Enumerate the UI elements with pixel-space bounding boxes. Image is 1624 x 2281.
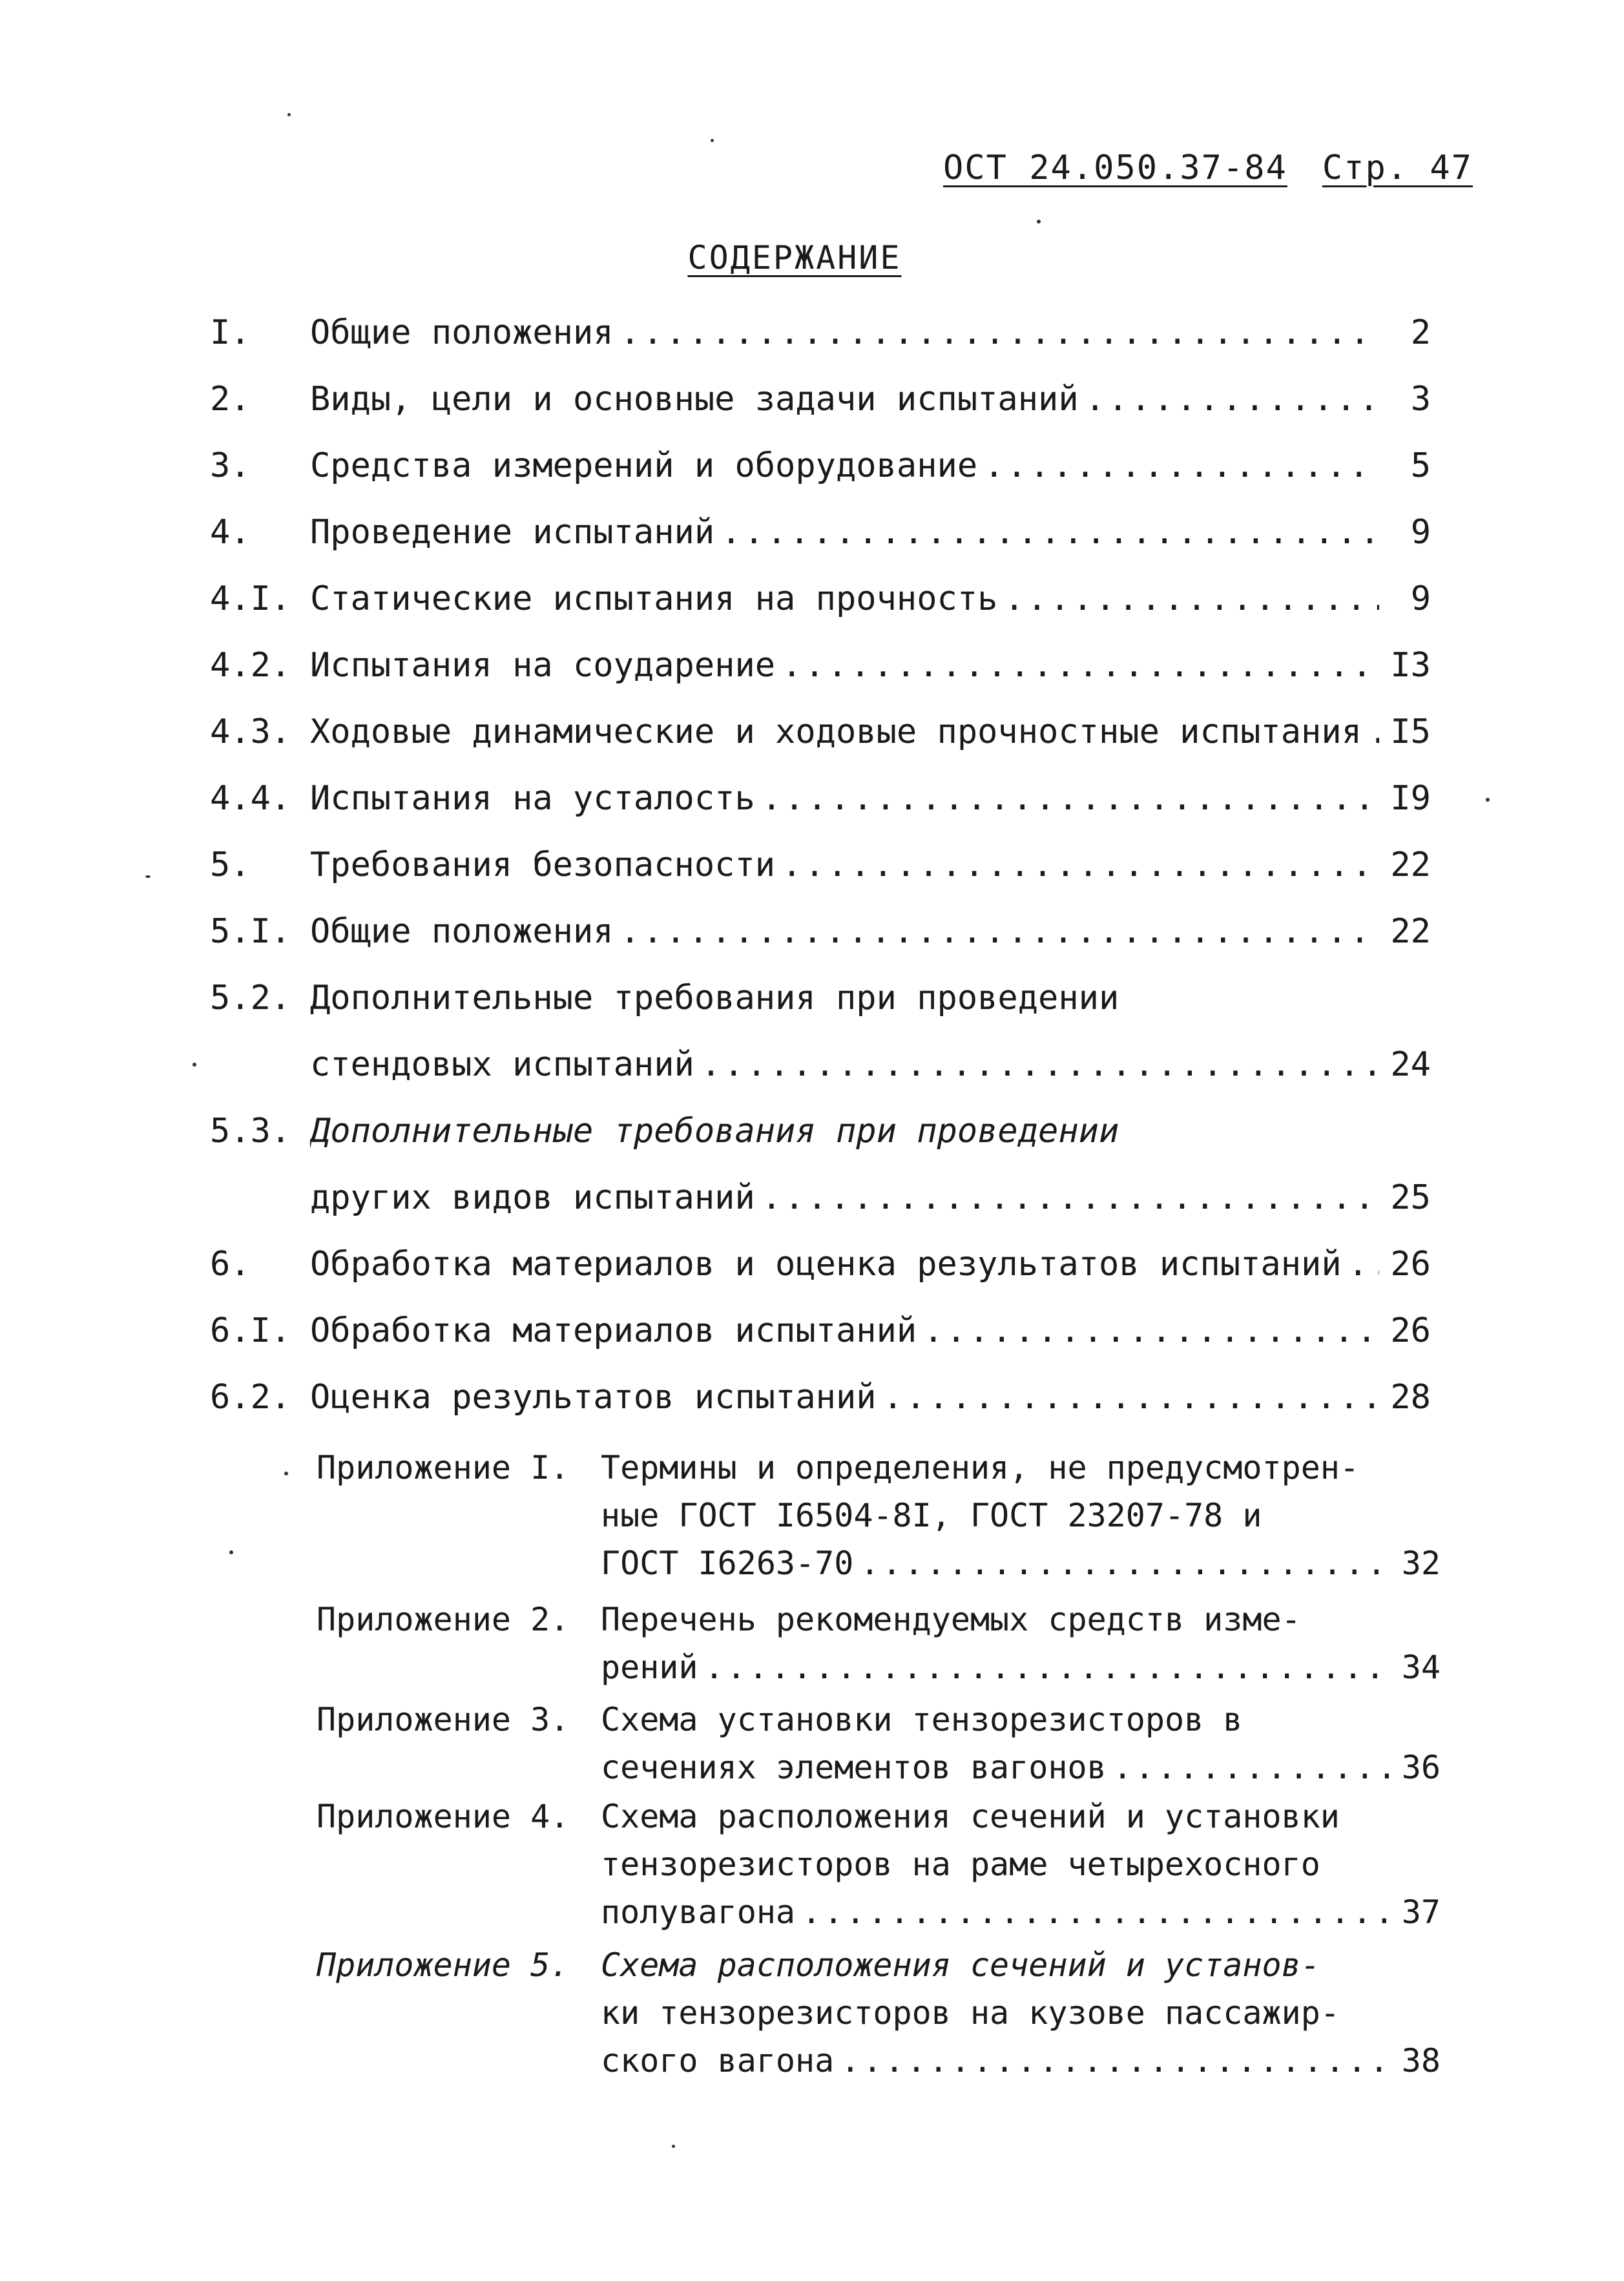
toc-entry [210, 706, 1431, 758]
appendix-line: Схема установки тензорезисторов в [601, 1701, 1243, 1738]
toc-page: I9 [1390, 779, 1431, 818]
toc-entry-continuation [310, 1039, 1431, 1090]
toc-page: I5 [1390, 713, 1431, 751]
toc-title: Ходовые динамические и ходовые прочностные испытания [310, 713, 1362, 751]
toc-title: Обработка материалов и оценка результатов испытаний [310, 1245, 1342, 1284]
appendix-line: ные ГОСТ I6504-8I, ГОСТ 23207-78 и [601, 1497, 1262, 1534]
toc-page: 2 [1410, 313, 1431, 352]
toc-number: 5.3. [210, 1112, 291, 1151]
dot-leader [755, 1172, 1379, 1224]
toc-number: 4.3. [210, 713, 291, 751]
toc-page: 9 [1410, 513, 1431, 552]
toc-page: 9 [1410, 579, 1431, 618]
dot-leader [775, 839, 1379, 891]
appendix-page: 38 [1401, 2042, 1441, 2079]
dot-leader [853, 1539, 1389, 1587]
scan-speck [284, 1472, 288, 1475]
toc-page: I3 [1390, 646, 1431, 685]
toc-number: 5. [210, 846, 251, 884]
toc-title: Дополнительные требования при проведении [310, 979, 1119, 1017]
dot-leader [694, 1039, 1379, 1090]
toc-page: 5 [1410, 446, 1431, 485]
dot-leader [917, 1305, 1379, 1357]
toc-title: Средства измерений и оборудование [310, 446, 978, 485]
dot-leader [1362, 706, 1379, 758]
toc-number: 2. [210, 380, 251, 419]
toc-number: 6.2. [210, 1378, 291, 1417]
toc-number: 5.2. [210, 979, 291, 1017]
appendix-label: Приложение 3. [317, 1701, 570, 1738]
scan-speck [193, 1063, 196, 1067]
appendix-page: 36 [1401, 1749, 1441, 1786]
toc-title: Дополнительные требования при проведении [310, 1112, 1119, 1151]
toc-number: 4.4. [210, 779, 291, 818]
toc-page: 22 [1390, 846, 1431, 884]
toc-title: Испытания на усталость [310, 779, 755, 818]
appendix-line: Схема расположения сечений и установки [601, 1798, 1340, 1835]
toc-entry [210, 373, 1431, 425]
scan-speck [145, 875, 151, 878]
toc-title: Обработка материалов испытаний [310, 1311, 917, 1350]
toc-entry [210, 1105, 1431, 1157]
toc-title: Требования безопасности [310, 846, 776, 884]
toc-entry [210, 906, 1431, 957]
appendix-label: Приложение 4. [317, 1798, 570, 1835]
toc-entry [210, 1305, 1431, 1357]
toc-title: Виды, цели и основные задачи испытаний [310, 380, 1079, 419]
dot-leader [1342, 1238, 1379, 1290]
toc-number: 4.2. [210, 646, 291, 685]
toc-entry [210, 307, 1431, 359]
toc-number: 6.I. [210, 1311, 291, 1350]
toc-page: 26 [1390, 1245, 1431, 1284]
toc-entry [210, 839, 1431, 891]
toc-title: Проведение испытаний [310, 513, 715, 552]
toc-page: 3 [1410, 380, 1431, 419]
appendix-label: Приложение 2. [317, 1601, 570, 1638]
dot-leader [1107, 1744, 1389, 1791]
toc-entry [210, 972, 1431, 1024]
standard-number: ОСТ 24.050.37-84 [943, 149, 1287, 187]
scan-speck [287, 113, 291, 116]
appendix-page: 32 [1401, 1545, 1441, 1582]
appendix-page: 34 [1401, 1649, 1441, 1686]
dot-leader [755, 773, 1379, 824]
toc-page: 22 [1390, 912, 1431, 951]
toc-entry [210, 773, 1431, 824]
toc-title-cont: других видов испытаний [310, 1178, 755, 1217]
dot-leader [714, 506, 1379, 558]
toc-entry [210, 506, 1431, 558]
toc-number: 6. [210, 1245, 251, 1284]
toc-number: 4. [210, 513, 251, 552]
toc-entry [210, 573, 1431, 625]
toc-page: 25 [1390, 1178, 1431, 1217]
toc-title: Общие положения [310, 313, 614, 352]
dot-leader [977, 440, 1379, 492]
appendix-line: Перечень рекомендуемых средств изме- [601, 1601, 1301, 1638]
dot-leader [698, 1643, 1389, 1691]
scan-speck [711, 139, 714, 142]
appendix-line: сечениях элементов вагонов [601, 1749, 1107, 1786]
dot-leader [614, 906, 1379, 957]
toc-title-cont: стендовых испытаний [310, 1045, 694, 1084]
toc-page: 26 [1390, 1311, 1431, 1350]
appendix-page: 37 [1401, 1893, 1441, 1931]
scan-speck [229, 1550, 233, 1554]
toc-title: Общие положения [310, 912, 614, 951]
dot-leader [795, 1888, 1389, 1936]
dot-leader [997, 573, 1379, 625]
contents-title: СОДЕРЖАНИЕ [687, 239, 902, 276]
appendix-line: ки тензорезисторов на кузове пассажир- [601, 1994, 1340, 2032]
toc-entry [210, 1238, 1431, 1290]
toc-entry [210, 640, 1431, 691]
toc-title: Статические испытания на прочность [310, 579, 998, 618]
toc-entry [210, 1371, 1431, 1423]
dot-leader [775, 640, 1379, 691]
page-number: Стр. 47 [1322, 149, 1473, 187]
appendix-line: ГОСТ I6263-70 [601, 1545, 854, 1582]
dot-leader [877, 1371, 1379, 1423]
toc-title: Испытания на соударение [310, 646, 776, 685]
toc-entry-continuation [310, 1172, 1431, 1224]
dot-leader [834, 2037, 1389, 2085]
toc-page: 28 [1390, 1378, 1431, 1417]
scan-speck [672, 2145, 675, 2148]
toc-title: Оценка результатов испытаний [310, 1378, 877, 1417]
toc-number: 3. [210, 446, 251, 485]
dot-leader [614, 307, 1379, 359]
toc-page: 24 [1390, 1045, 1431, 1084]
dot-leader [1079, 373, 1379, 425]
appendix-line: ского вагона [601, 2042, 835, 2079]
appendix-line: Схема расположения сечений и установ- [601, 1946, 1320, 1984]
appendix-line: Термины и определения, не предусмотрен- [601, 1449, 1359, 1486]
toc-number: 4.I. [210, 579, 291, 618]
appendix-label: Приложение 5. [317, 1946, 570, 1984]
appendix-line: полувагона [601, 1893, 796, 1931]
toc-number: I. [210, 313, 251, 352]
appendix-line: рений [601, 1649, 698, 1686]
toc-number: 5.I. [210, 912, 291, 951]
scan-speck [1486, 798, 1490, 802]
appendix-line: тензорезисторов на раме четырехосного [601, 1846, 1320, 1883]
appendix-label: Приложение I. [317, 1449, 570, 1486]
toc-entry [210, 440, 1431, 492]
scan-speck [1037, 220, 1041, 224]
